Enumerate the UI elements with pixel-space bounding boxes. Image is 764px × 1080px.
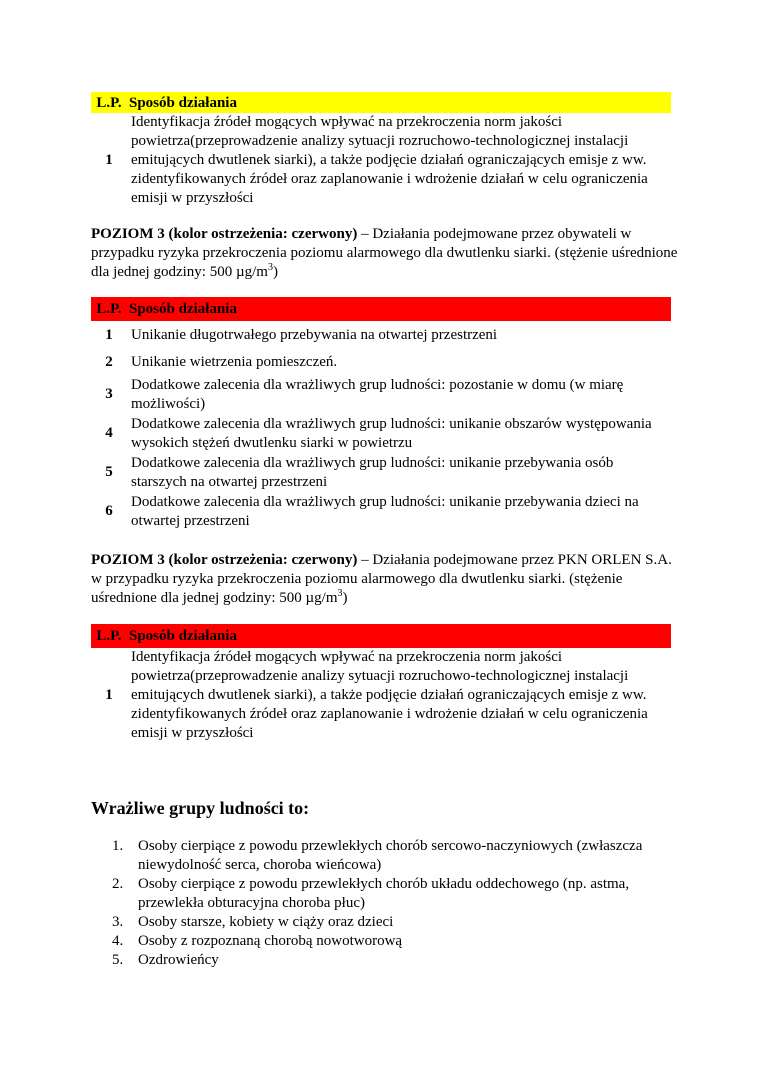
list-item <box>112 875 672 913</box>
sensitive-groups-list <box>112 837 672 970</box>
row-lp: 6 <box>105 503 113 519</box>
paragraph-text: – Działania podejmowane przez PKN ORLEN S.A. w przypadku ryzyka przekroczenia poziomu alarmowego dla dwutlenku siarki. (stężenie uśrednione dla jednej godziny: 500 µg/m <box>91 552 672 606</box>
list-text: Ozdrowieńcy <box>138 952 219 968</box>
actions-table-level2-orlen <box>91 92 671 208</box>
table-row <box>91 375 671 414</box>
header-sposob: Sposób działania <box>127 297 671 321</box>
table-row <box>91 453 671 492</box>
level3-citizens-paragraph <box>91 225 681 282</box>
table-header-row <box>91 92 671 113</box>
superscript: 3 <box>337 588 343 599</box>
row-lp: 2 <box>105 353 113 370</box>
row-text: Dodatkowe zalecenia dla wrażliwych grup ludności: pozostanie w domu (w miarę możliwości) <box>131 376 624 412</box>
list-text: Osoby z rozpoznaną chorobą nowotworową <box>138 933 403 949</box>
row-lp: 1 <box>105 326 113 343</box>
row-text: Dodatkowe zalecenia dla wrażliwych grup ludności: unikanie przebywania osób starszych na otwartej przestrzeni <box>131 454 614 490</box>
list-number: 3. <box>112 914 124 930</box>
level3-orlen-paragraph <box>91 551 681 608</box>
table-row <box>91 492 671 531</box>
paragraph-tail: ) <box>342 590 348 606</box>
list-text: Osoby cierpiące z powodu przewlekłych chorób układu oddechowego (np. astma, przewlekła obturacyjna choroba płuc) <box>138 876 630 911</box>
list-number: 4. <box>112 933 124 949</box>
row-lp: 1 <box>105 152 113 168</box>
actions-table-level3-orlen <box>91 624 671 743</box>
list-item <box>112 837 672 875</box>
table-row <box>91 648 671 743</box>
row-text: Unikanie wietrzenia pomieszczeń. <box>131 353 338 370</box>
list-number: 1. <box>112 838 124 854</box>
row-text: Identyfikacja źródeł mogących wpływać na przekroczenia norm jakości powietrza(przeprowadzenie analizy sytuacji rozruchowo-technologicznej instalacji emitujących dwutlenek siarki), a także podjęcie działań ograniczających emisje z ww. zidentyfikowanych źródeł oraz zaplanowanie i wdrożenie działań w celu ograniczenia emisji w przyszłości <box>131 114 648 206</box>
table-row <box>91 321 671 349</box>
list-number: 2. <box>112 876 124 892</box>
row-lp: 1 <box>105 687 113 703</box>
table-header-row <box>91 297 671 321</box>
header-lp: L.P. <box>91 92 127 113</box>
paragraph-text: – Działania podejmowane przez obywateli w przypadku ryzyka przekroczenia poziomu alarmowego dla dwutlenku siarki. (stężenie uśrednione dla jednej godziny: 500 µg/m <box>91 226 678 280</box>
row-text: Unikanie długotrwałego przebywania na otwartej przestrzeni <box>131 326 498 343</box>
superscript: 3 <box>267 262 273 273</box>
row-lp: 5 <box>105 464 113 480</box>
row-text: Dodatkowe zalecenia dla wrażliwych grup ludności: unikanie obszarów występowania wysokich stężeń dwutlenku siarki w powietrzu <box>131 415 652 451</box>
row-lp: 3 <box>105 386 113 402</box>
header-sposob: Sposób działania <box>127 624 671 648</box>
header-lp: L.P. <box>91 624 127 648</box>
row-lp: 4 <box>105 425 113 441</box>
list-number: 5. <box>112 952 124 968</box>
row-text: Dodatkowe zalecenia dla wrażliwych grup ludności: unikanie przebywania dzieci na otwartej przestrzeni <box>131 493 639 529</box>
list-text: Osoby cierpiące z powodu przewlekłych chorób sercowo-naczyniowych (zwłaszcza niewydolność serca, choroba wieńcowa) <box>138 838 643 873</box>
header-lp: L.P. <box>91 297 127 321</box>
table-header-row <box>91 624 671 648</box>
table-row <box>91 349 671 375</box>
list-item <box>112 951 672 970</box>
row-text: Identyfikacja źródeł mogących wpływać na przekroczenia norm jakości powietrza(przeprowadzenie analizy sytuacji rozruchowo-technologicznej instalacji emitujących dwutlenek siarki), a także podjęcie działań ograniczających emisje z ww. zidentyfikowanych źródeł oraz zaplanowanie i wdrożenie działań w celu ograniczenia emisji w przyszłości <box>131 649 648 741</box>
list-item <box>112 932 672 951</box>
list-text: Osoby starsze, kobiety w ciąży oraz dzieci <box>138 914 394 930</box>
sensitive-groups-heading: Wrażliwe grupy ludności to: <box>91 798 310 818</box>
list-item <box>112 913 672 932</box>
paragraph-tail: ) <box>272 264 278 280</box>
table-row <box>91 113 671 208</box>
actions-table-level3-citizens <box>91 297 671 531</box>
level-label: POZIOM 3 (kolor ostrzeżenia: czerwony) <box>91 552 358 568</box>
header-sposob: Sposób działania <box>127 92 671 113</box>
table-row <box>91 414 671 453</box>
level-label: POZIOM 3 (kolor ostrzeżenia: czerwony) <box>91 226 358 242</box>
